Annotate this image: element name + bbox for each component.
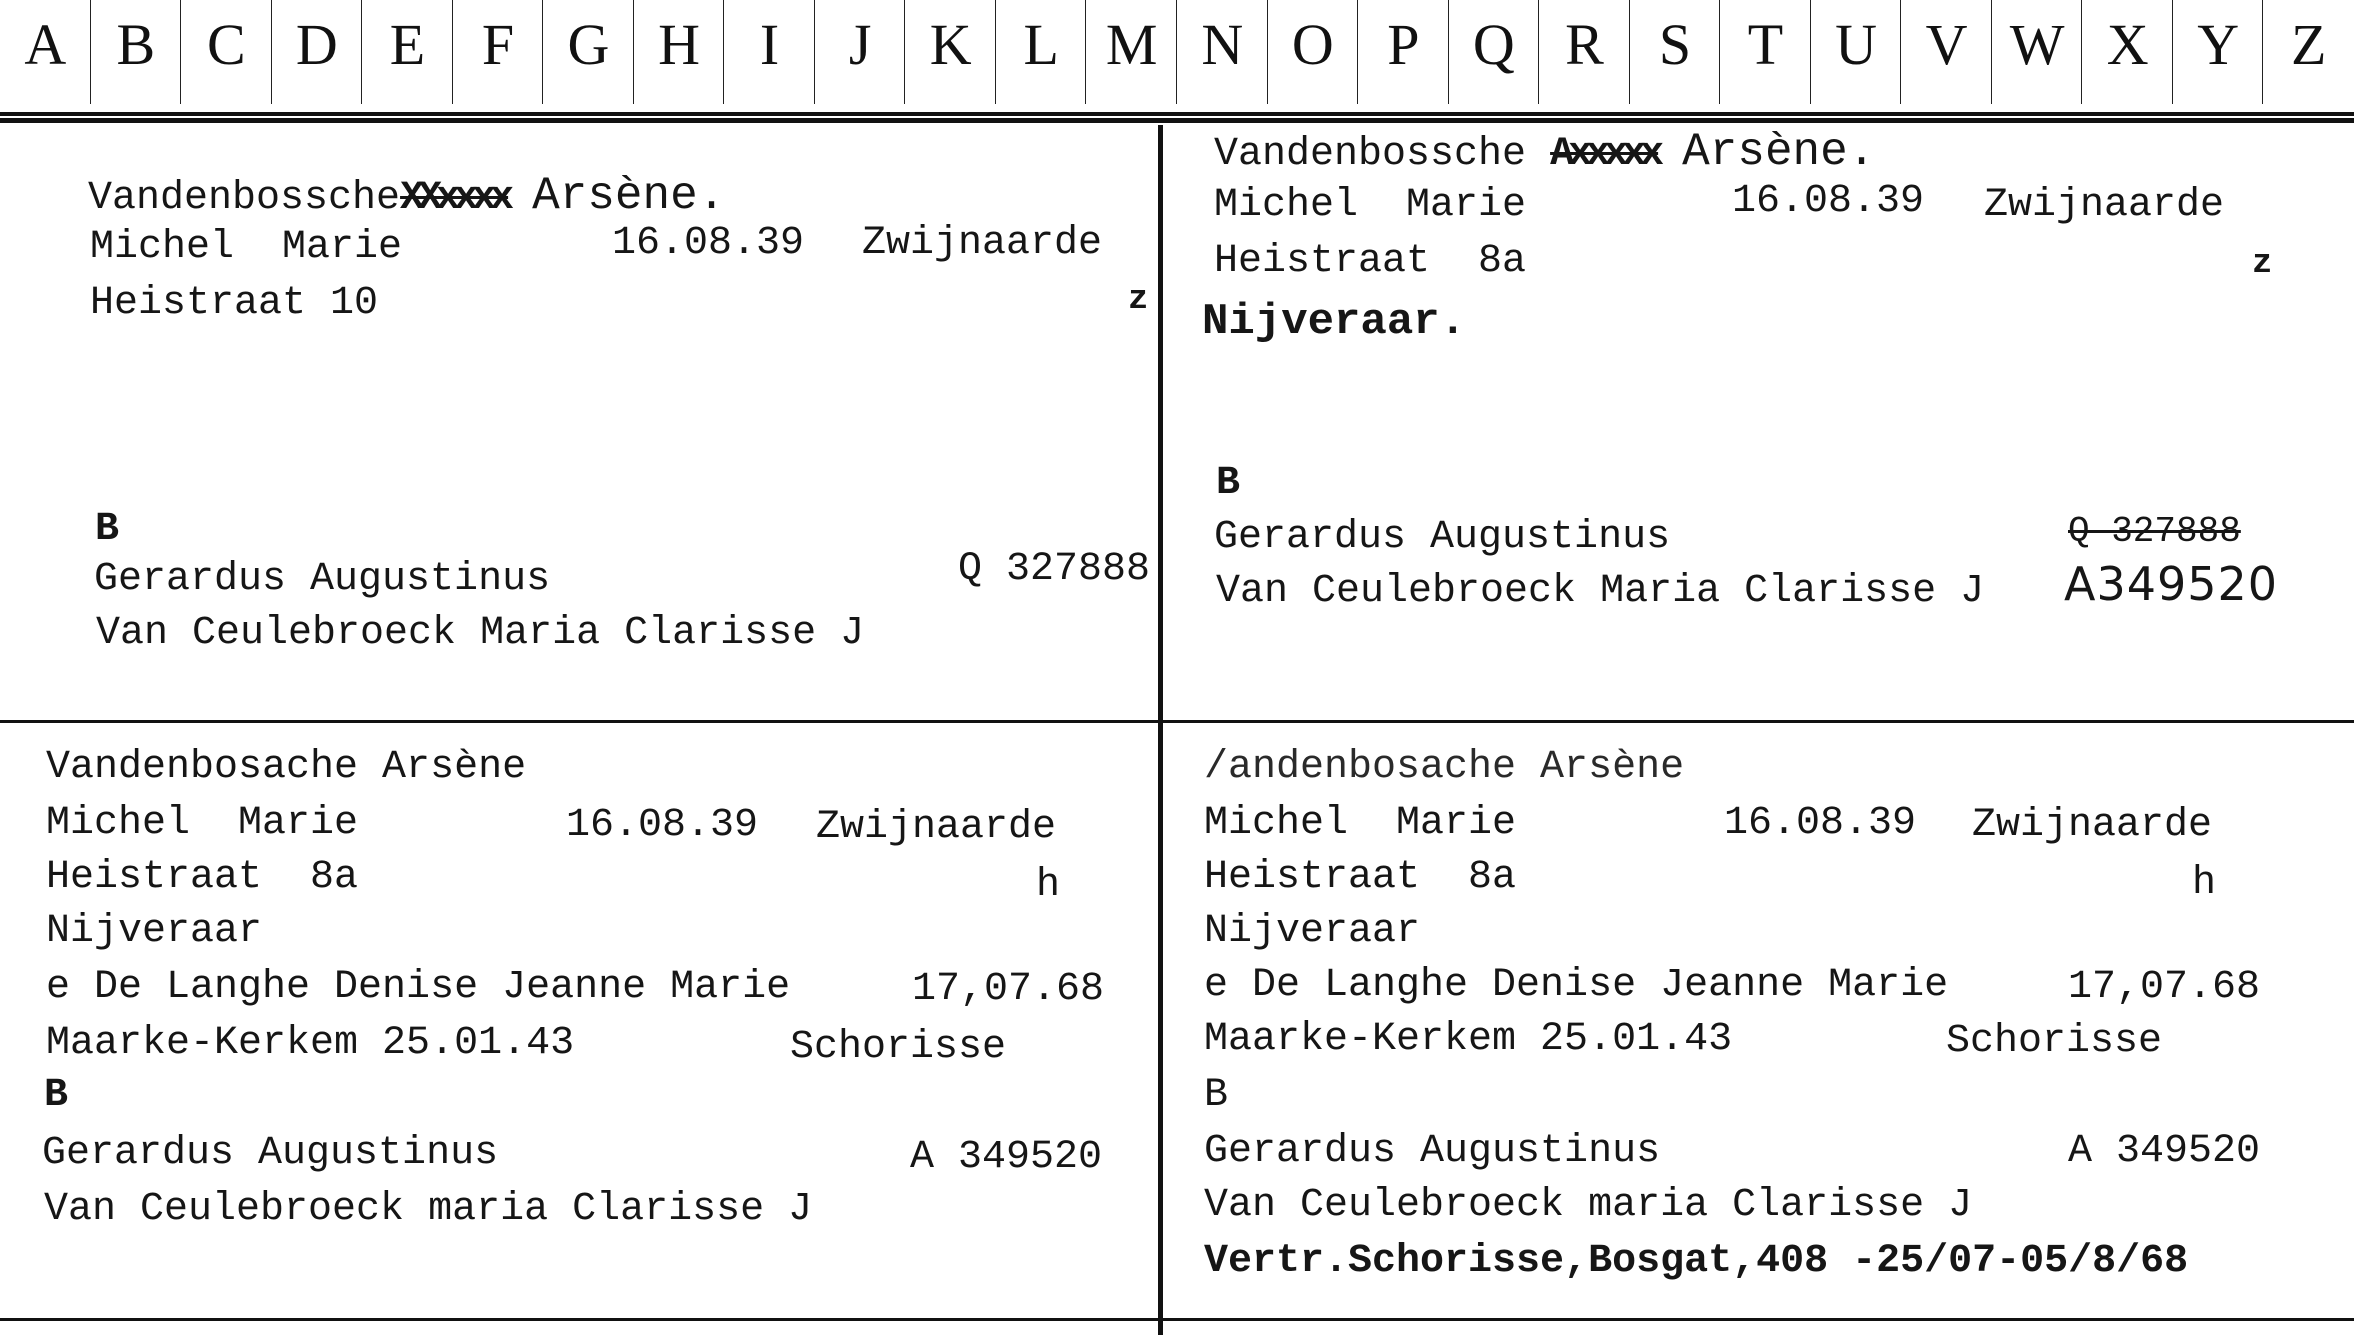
alphabet-letter-p: P xyxy=(1358,0,1449,112)
address: Heistraat 8a xyxy=(46,855,359,900)
struck-text: XXxxxx xyxy=(400,176,509,221)
spouse-birth: Maarke-Kerkem 25.01.43 xyxy=(46,1021,575,1066)
alphabet-letter-x: X xyxy=(2082,0,2173,112)
letter-b: B xyxy=(44,1073,69,1118)
letter-b: B xyxy=(95,507,120,552)
code-letter: h xyxy=(2192,861,2217,906)
profession: Nijveraar xyxy=(1204,909,1421,954)
parents-line: Michel Marie xyxy=(46,801,359,846)
divider-top xyxy=(0,118,2354,123)
alphabet-letter-f: F xyxy=(453,0,544,112)
alphabet-letter-n: N xyxy=(1177,0,1268,112)
alphabet-letter-t: T xyxy=(1720,0,1811,112)
registration-number: A 349520 xyxy=(2068,1129,2261,1174)
code-letter: z xyxy=(2252,245,2273,283)
divider-vertical xyxy=(1158,125,1163,1335)
name-line xyxy=(1214,128,1875,179)
registration-number: Q 327888 xyxy=(958,547,1151,592)
moved-note: Vertr.Schorisse,Bosgat,408 -25/07-05/8/68 xyxy=(1204,1239,2189,1284)
alphabet-letter-o: O xyxy=(1268,0,1359,112)
mother-name: Van Ceulebroeck maria Clarisse J xyxy=(44,1187,813,1232)
name-line: /andenbosache Arsène xyxy=(1204,745,1685,790)
old-registration-number: Q 327888 xyxy=(2068,511,2241,552)
parents-line: Michel Marie xyxy=(1214,183,1527,228)
registration-number: A 349520 xyxy=(910,1135,1103,1180)
alphabet-letter-e: E xyxy=(362,0,453,112)
spouse-name: e De Langhe Denise Jeanne Marie xyxy=(1204,963,1949,1008)
spouse-place: Schorisse xyxy=(1946,1019,2163,1064)
name-line: Vandenbosache Arsène xyxy=(46,745,527,790)
code-letter: z xyxy=(1128,281,1149,319)
birth-place: Zwijnaarde xyxy=(1984,183,2225,228)
birth-date: 16.08.39 xyxy=(1724,801,1917,846)
alphabet-letter-r: R xyxy=(1539,0,1630,112)
alphabet-letter-j: J xyxy=(815,0,906,112)
profession: Nijveraar. xyxy=(1202,297,1467,347)
alphabet-letter-b: B xyxy=(91,0,182,112)
birth-date: 16.08.39 xyxy=(1732,179,1925,224)
spouse-place: Schorisse xyxy=(790,1025,1007,1070)
letter-b: B xyxy=(1216,461,1241,506)
birth-place: Zwijnaarde xyxy=(862,221,1103,266)
father-name: Gerardus Augustinus xyxy=(42,1131,499,1176)
birth-date: 16.08.39 xyxy=(612,221,805,266)
alphabet-letter-i: I xyxy=(724,0,815,112)
parents-line: Michel Marie xyxy=(90,225,403,270)
mother-name: Van Ceulebroeck Maria Clarisse J xyxy=(1216,569,1985,614)
new-registration-number: A349520 xyxy=(2064,557,2279,611)
name-line xyxy=(88,172,725,223)
alphabet-letter-a: A xyxy=(0,0,91,112)
first-name: Arsène. xyxy=(532,170,726,222)
alphabet-letter-k: K xyxy=(905,0,996,112)
father-name: Gerardus Augustinus xyxy=(94,557,551,602)
divider-bottom xyxy=(0,1318,2354,1321)
alphabet-letter-d: D xyxy=(272,0,363,112)
surname: Vandenbossche xyxy=(1214,132,1527,177)
address: Heistraat 8a xyxy=(1214,239,1527,284)
birth-place: Zwijnaarde xyxy=(816,805,1057,850)
alphabet-letter-h: H xyxy=(634,0,725,112)
letter-b: B xyxy=(1204,1073,1229,1118)
father-name: Gerardus Augustinus xyxy=(1204,1129,1661,1174)
birth-date: 16.08.39 xyxy=(566,803,759,848)
alphabet-index-strip xyxy=(0,0,2354,116)
alphabet-letter-v: V xyxy=(1901,0,1992,112)
spouse-name: e De Langhe Denise Jeanne Marie xyxy=(46,965,791,1010)
alphabet-letter-s: S xyxy=(1630,0,1721,112)
parents-line: Michel Marie xyxy=(1204,801,1517,846)
alphabet-letter-m: M xyxy=(1086,0,1177,112)
alphabet-letter-g: G xyxy=(543,0,634,112)
first-name: Arsène. xyxy=(1682,126,1876,178)
profession: Nijveraar xyxy=(46,909,263,954)
alphabet-letter-l: L xyxy=(996,0,1087,112)
alphabet-letter-y: Y xyxy=(2173,0,2264,112)
divider-middle xyxy=(0,720,2354,723)
father-name: Gerardus Augustinus xyxy=(1214,515,1671,560)
alphabet-letter-z: Z xyxy=(2291,12,2327,77)
address: Heistraat 8a xyxy=(1204,855,1517,900)
mother-name: Van Ceulebroeck Maria Clarisse J xyxy=(96,611,865,656)
alphabet-letter-u: U xyxy=(1811,0,1902,112)
alphabet-letter-c: C xyxy=(181,0,272,112)
spouse-birth: Maarke-Kerkem 25.01.43 xyxy=(1204,1017,1733,1062)
alphabet-letter-w: W xyxy=(1992,0,2083,112)
code-letter: h xyxy=(1036,863,1061,908)
surname: Vandenbossche xyxy=(88,176,401,221)
address: Heistraat 10 xyxy=(90,281,379,326)
alphabet-letter-q: Q xyxy=(1449,0,1540,112)
birth-place: Zwijnaarde xyxy=(1972,803,2213,848)
struck-text: Axxxxx xyxy=(1550,132,1659,177)
marriage-date: 17,07.68 xyxy=(2068,965,2261,1010)
marriage-date: 17,07.68 xyxy=(912,967,1105,1012)
mother-name: Van Ceulebroeck maria Clarisse J xyxy=(1204,1183,1973,1228)
